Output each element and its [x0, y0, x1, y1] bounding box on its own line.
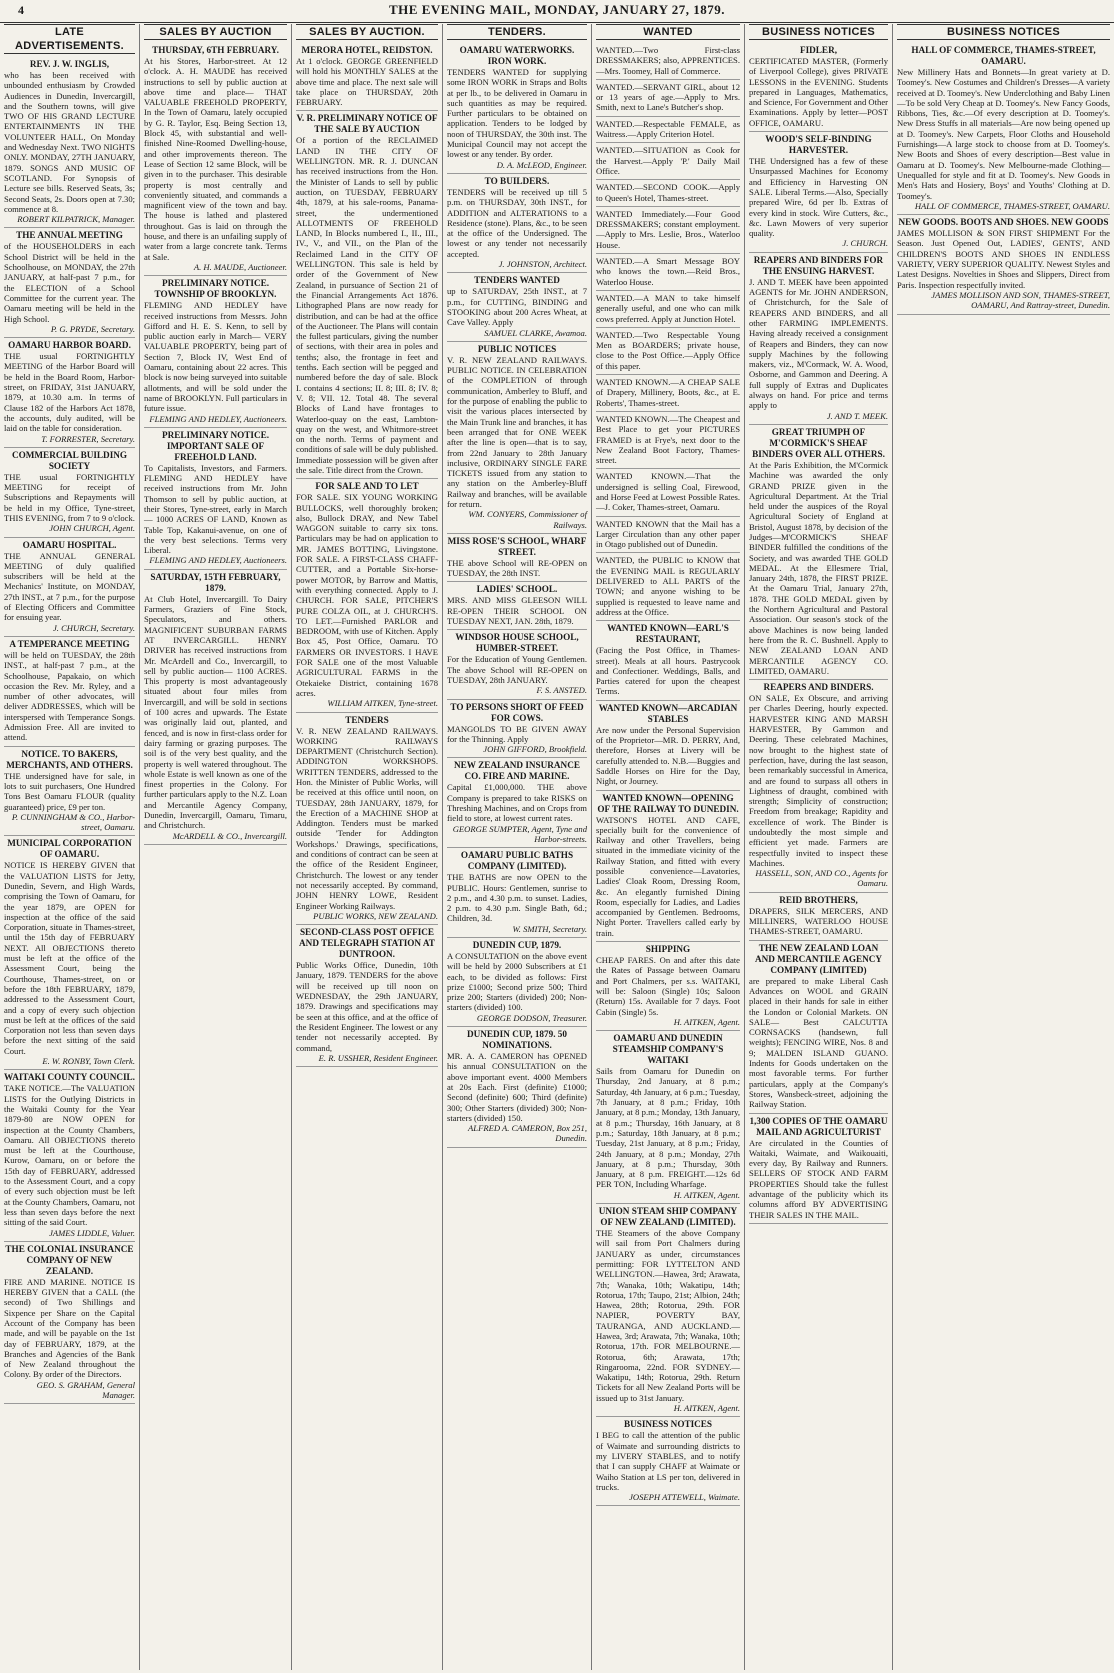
ad-title: NOTICE. TO BAKERS, MERCHANTS, AND OTHERS. [6, 748, 133, 770]
ad-signature: D. A. McLEOD, Engineer. [496, 159, 587, 170]
ad-signature: JAMES MOLLISON AND SON, THAMES-STREET, OAMARU, And Rattray-street, Dunedin. [931, 289, 1110, 311]
ad-body: Sails from Oamaru for Dunedin on Thursday, 2nd January, at 8 p.m.; Saturday, 4th January, at 6 p.m.; Tuesday, 7th January, at 8 p.m.; Friday, 10th January, at 8 p.m.; Monday, 13th January, at 8 p.m.; Thursday, 16th January, at 8 p.m.; Saturday, 18th January, at 8 p.m.; Tuesday, 21st January, at 8 p.m.; Friday, 24th January, at 8 p.m.; Monday, 27th January, at 8 p.m.; Thursday, 30th January, at 8 p.m. FREIGHT.—12s 6d PER TON, Including Wharfage. [596, 1066, 740, 1190]
ad-title: COMMERCIAL BUILDING SOCIETY [11, 449, 128, 471]
ad-title: REID BROTHERS, [779, 894, 858, 905]
ad-body: JAMES MOLLISON & SON FIRST SHIPMENT For the Season. Just Opened Out, LADIES', GENTS', AND CHILDREN'S BOOTS AND SHOES IN ENDLESS VARIETY, VERY SUPERIOR QUALITY. Newest Styles and Latest Designs. Novelties in Shoes and Slippers, Direct from Paris. Inspection respectfully invited. [897, 228, 1110, 290]
advertisement [596, 942, 740, 1031]
ad-body: FLEMING AND HEDLEY have received instructions from Messrs. John Gifford and H. E. S. Kenn, to sell by public auction early in March— VERY VALUABLE PROPERTY, being part of Section 7, Block IV, West End of Oamaru, containing about 22 acres. This block is now being surveyed into suitable allotments, and will be sold under the name of BROOKLYN. Full particulars in future issue. [144, 300, 287, 414]
advertisement [447, 630, 587, 699]
advertisement [749, 43, 888, 132]
advertisement [447, 43, 587, 174]
ad-signature: P. G. PRYDE, Secretary. [50, 323, 135, 334]
ad-signature: JOHN CHURCH, Agent. [49, 523, 135, 534]
ad-body: MANGOLDS TO BE GIVEN AWAY for the Thinning. Apply [447, 723, 587, 744]
ad-body: TENDERS WANTED for supplying some IRON WORK in Straps and Bolts at per lb., to be delivered in Oamaru in such quantities as may be required. Further particulars to be obtained on application. Tenders to be lodged by noon of THURSDAY, the 30th inst. The Municipal Council may not accept the lowest or any tender. By order. [447, 67, 587, 160]
ad-signature: H. AITKEN, Agent. [673, 1016, 740, 1027]
column-5 [592, 24, 745, 1670]
ad-title: MERORA HOTEL, REIDSTON. [301, 45, 433, 55]
ad-signature: J. CHURCH, Secretary. [52, 622, 135, 633]
advertisement [596, 254, 740, 291]
ad-body: THE Steamers of the above Company will sail from Port Chalmers during JANUARY as under, circumstances permitting: FOR LYTTELTON AND WELLINGTON.—Hawea, 3rd; Arawata, 7th; Wanaka, 10th; Wakatipu, 14th; Rotorua, 17th; Taupo, 21st; Albion, 24th; Hawea, 28th; Rotorua, 29th. FOR NAPIER, POVERTY BAY, TAURANGA, AND AUCKLAND.—Hawea, 3rd; Arawata, 7th; Wanaka, 10th; Rotorua, 17th. FOR MELBOURNE.—Rotorua, 6th; Arawata, 17th; Ringarooma, 22nd. FOR SYDNEY.—Wakatipu, 14th; Rotorua, 29th. Return Tickets for all New Zealand Ports will be issued up to 31st January. [596, 1228, 740, 1403]
ad-title: WANTED KNOWN—EARL'S RESTAURANT, [607, 623, 729, 645]
ad-signature: E. R. USSHER, Resident Engineer. [318, 1052, 438, 1063]
ad-signature: J. AND T. MEEK. [826, 410, 888, 421]
advertisement [596, 1417, 740, 1506]
ad-signature: WM. CONYERS, Commissioner of Railways. [468, 509, 587, 530]
ad-body: New Millinery Hats and Bonnets—In great variety at D. Toomey's. New Costumes and Children's Dresses—A variety received at D. Toomey's. New Underclothing and Baby Linen—To be sold Very Cheap at D. Toomey's. New Fancy Goods, Ribbons, Ties, &c.—Of every description at D. Toomey's. New Dress Stuffs in all materials—Are now being opened up at D. Toomey's. New Carpets, Floor Cloths and Household Furnishings—A large stock to choose from at D. Toomey's. New Boots and Shoes of every description—Best value in Oamaru at D. Toomey's. New Melbourne-made Clothing—Unequalled for style and fit at D. Toomey's. New Goods in Men's Hats and Hosiery, Boys' and Youths' Clothing at D. Toomey's. [897, 67, 1110, 201]
ad-title: TENDERS [345, 714, 389, 725]
ad-body: WANTED.—Two First-class DRESSMAKERS; also, APPRENTICES.—Mrs. Toomey, Hall of Commerce. [596, 45, 740, 76]
ad-title: A TEMPERANCE MEETING [9, 638, 130, 649]
ad-signature: ROBERT KILPATRICK, Manager. [17, 214, 135, 225]
ad-signature: FLEMING AND HEDLEY, Auctioneers. [149, 555, 287, 566]
advertisement [596, 375, 740, 412]
ad-title: GREAT TRIUMPH OF M'CORMICK'S SHEAF BINDERS OVER ALL OTHERS. [752, 426, 885, 459]
column-1 [0, 24, 140, 1670]
ad-body: A CONSULTATION on the above event will be held by 2000 Subscribers at £1 each, to be divided as follows: First prize £1000; Second prize 500; Third prize 200; Starters (divided) 200; Non-starters (divided) 100. [447, 951, 587, 1013]
advertisement [4, 228, 135, 338]
advertisement [447, 273, 587, 341]
advertisement [4, 637, 135, 747]
advertisement [596, 621, 740, 700]
advertisement [897, 43, 1110, 215]
ad-title: NEW GOODS. BOOTS AND SHOES. NEW GOODS [898, 217, 1109, 228]
advertisement [447, 700, 587, 759]
ad-body: Public Works Office, Dunedin, 10th January, 1879. TENDERS for the above will be received up till noon on WEDNESDAY, the 29th JANUARY, 1879. Drawings and specifications may be seen at this office, and at the office of the Resident Engineer. The lowest or any tender not necessarily accepted. By command, [296, 960, 438, 1053]
ad-title: WINDSOR HOUSE SCHOOL, HUMBER-STREET. [455, 632, 579, 654]
advertisement [296, 925, 438, 1067]
page-number: 4 [18, 3, 25, 17]
advertisement [596, 207, 740, 254]
column-heading: TENDERS. [447, 24, 587, 40]
advertisement [144, 428, 287, 570]
ad-body: WATSON'S HOTEL AND CAFE, specially built for the convenience of Railway and other Travellers, being situated in the immediate vicinity of the Railway Station, and fitted with every possible convenience—Lavatories, Ladies' Cloak Room, Dressing Room, &c. An elegantly furnished Dining Room, especially for Ladies, and Ladies accompanied by Gentlemen. Bedrooms, Night Porter. Travellers called early by train. [596, 814, 740, 938]
ad-title: MUNICIPAL CORPORATION OF OAMARU. [7, 838, 132, 860]
column-heading: LATE ADVERTISEMENTS. [4, 24, 135, 54]
ad-signature: HALL OF COMMERCE, THAMES-STREET, OAMARU. [914, 200, 1110, 211]
ad-title: WANTED KNOWN—OPENING OF THE RAILWAY TO DUNEDIN. [597, 792, 739, 814]
ad-title: SECOND-CLASS POST OFFICE AND TELEGRAPH STATION AT DUNTROON. [299, 927, 435, 960]
ad-title: THE COLONIAL INSURANCE COMPANY OF NEW ZEALAND. [5, 1243, 134, 1276]
ad-body: THE ANNUAL GENERAL MEETING of duly qualified subscribers will be held at the Mechanics' Institute, on MONDAY, 27th INST., at 7 p.m., for the purpose of Electing Officers and Committee for ensuing year. [4, 550, 135, 623]
ad-body: MR. A. A. CAMERON has OPENED his annual CONSULTATION on the above important event. 4000 Members at 20s Each. First (definite) £1000; Second (definite) 600; Third (definite) 300; Other Starters (divided) 300; Non-starters (divided) 150. [447, 1051, 587, 1123]
advertisement [897, 215, 1110, 314]
ad-body: WANTED KNOWN.—The Cheapest and Best Place to get your PICTURES FRAMED is at Frye's, next door to the New Zealand Boot Factory, Thames-street. [596, 413, 740, 466]
ad-body: CERTIFICATED MASTER, (Formerly of Liverpool College), gives PRIVATE LESSONS in the EVENING. Students prepared in Languages, Mathematics, and Science, For Government and Other Examinations. Apply by letter—POST OFFICE, OAMARU. [749, 56, 888, 128]
ad-body: FOR SALE. SIX YOUNG WORKING BULLOCKS, well thoroughly broken; also, Bullock DRAY, and New Tabel WAGGON suitable to carry six tons. Particulars may be had on application to MR. JAMES BOTTING, Livingstone. FOR SALE. A FIRST-CLASS CHAFF-CUTTER, and a Portable Six-horse-power MOTOR, by Barrow and Mattis, with everything connected. Apply to J. CHURCH. FOR SALE, PITCHER'S PURE COLZA OIL, at J. CHURCH'S. TO LET.—Furnished PARLOR and BEDROOM, with use of Kitchen. Apply Box 45, Post Office, Oamaru. TO FARMERS OR INVESTORS. I HAVE FOR SALE one of the most Valuable AGRICULTURAL FARMS in the Otekaieke District, containing 1678 acres. [296, 492, 438, 698]
advertisement [144, 570, 287, 845]
ad-title: NEW ZEALAND INSURANCE CO. FIRE AND MARINE. [454, 760, 580, 782]
ad-signature: HASSELL, SON, AND CO., Agents for Oamaru. [755, 868, 888, 889]
advertisement [447, 1027, 587, 1148]
advertisement [296, 111, 438, 479]
advertisement [4, 57, 135, 228]
advertisement [4, 338, 135, 448]
ad-title: OAMARU WATERWORKS. IRON WORK. [459, 45, 575, 66]
ad-title: OAMARU AND DUNEDIN STEAMSHIP COMPANY'S WAITAKI [612, 1033, 724, 1066]
ad-signature: JOHN GIFFORD, Brookfield. [483, 744, 587, 755]
column-2 [140, 24, 292, 1670]
ad-body: WANTED.—Respectable FEMALE, as Waitress.—Apply Criterion Hotel. [596, 118, 740, 140]
ad-signature: PUBLIC WORKS, NEW ZEALAND. [313, 910, 438, 921]
ad-body: FIRE AND MARINE. NOTICE IS HEREBY GIVEN that a CALL (the second) of Two Shillings and Sixpence per Share on the Capital Account of the Company has been made, and will be payable on the 1st day of FEBRUARY, 1879, at the Branches and Agencies of the Bank of New Zealand throughout the Colony. By order of the Directors. [4, 1276, 135, 1380]
ad-title: REAPERS AND BINDERS FOR THE ENSUING HARVEST. [753, 254, 884, 276]
ad-title: REAPERS AND BINDERS. [763, 682, 874, 693]
advertisement [749, 941, 888, 1114]
advertisement [447, 174, 587, 273]
ad-signature: JOSEPH ATTEWELL, Waimate. [629, 1492, 740, 1503]
ad-body: WANTED.—SERVANT GIRL, about 12 or 13 years of age.—Apply to Mrs. Smith, next to Lane's Butcher's shop. [596, 81, 740, 113]
advertisement [596, 143, 740, 180]
ad-body: WANTED.—SITUATION as Cook for the Harvest.—Apply 'P.' Daily Mail Office. [596, 145, 740, 176]
advertisement [596, 553, 740, 621]
ad-body: I BEG to call the attention of the public of Waimate and surrounding districts to my LIVERY STABLES, and to notify that I can supply CHAFF at Waimate or Waiho Station at LS per ton, delivered in trucks. [596, 1430, 740, 1492]
advertisement [749, 1114, 888, 1224]
ad-title: SATURDAY, 15TH FEBRUARY, 1879. [150, 571, 281, 593]
ad-body: At the Paris Exhibition, the M'Cormick Machine was awarded the only GRAND PRIZE given in the Agricultural Department. At the Trial held under the auspices of the Royal Agricultural Society of England at Bristol, August 1878, by decision of the Judges—M'CORMICK'S SHEAF BINDER fulfilled the conditions of the Society, and was awarded THE GOLD MEDAL. At the Ellesmere Trial, January 24th, 1878, the FIRST PRIZE. At the Oamaru Trial, January 27th, 1878. THE GOLD MEDAL given by the Northern Agricultural and Pastoral Association. Our season's stock of the above Machines is now being landed here from the R. C. Bushnell. Apply to NEW ZEALAND LOAN AND MERCANTILE AGENCY CO. LIMITED, OAMARU. [749, 459, 888, 676]
ad-title: DUNEDIN CUP, 1879. [472, 940, 562, 950]
ad-body: WANTED.—SECOND COOK.—Apply to Queen's Hotel, Thames-street. [596, 182, 740, 203]
ad-body: THE above School will RE-OPEN on TUESDAY, the 28th INST. [447, 557, 587, 579]
ad-title: SHIPPING [645, 944, 691, 955]
advertisement [596, 791, 740, 943]
ad-body: To Capitalists, Investors, and Farmers. FLEMING AND HEDLEY have received instructions from Mr. John Thomson to sell by public auction, at their Stores, Tyne-street, early in March— 1000 ACRES OF LAND, Known as Table Top, Kakanui-avenue, on one of the very best selections. Terms very Liberal. [144, 462, 287, 556]
ad-signature: F. S. ANSTED. [536, 685, 587, 696]
ad-signature: JAMES LIDDLE, Valuer. [49, 1227, 135, 1238]
advertisement [749, 893, 888, 941]
ad-body: TAKE NOTICE.—The VALUATION LISTS for the Outlying Districts in the Waitaki County for the Year 1879-80 are NOW OPEN for inspection at the County Chambers, Oamaru. All OBJECTIONS thereto must be left at the Courthouse, Kurow, Oamaru, on or before the 15th day of FEBRUARY, addressed to the Assessment Court, and a copy of every such objection must be left at the County Chambers, Oamaru, not less than seven days before the next sitting of the said Court. [4, 1083, 135, 1228]
advertisement [4, 448, 135, 538]
advertisement [596, 1031, 740, 1204]
advertisement [596, 291, 740, 328]
ad-body: WANTED KNOWN.—That the undersigned is selling Coal, Firewood, and Horse Feed at Lowest Possible Rates.—J. Coker, Thames-street, Oamaru. [596, 471, 740, 513]
advertisement [4, 1242, 135, 1405]
advertisement [296, 479, 438, 712]
ad-body: Are now under the Personal Supervision of the Proprietor—MR. D. PERRY, And, therefore, Horses at Livery will be carefully attended to. N.B.—Buggies and Saddle Horses on Hire for the Day, Night, or Journey. [596, 724, 740, 787]
ad-title: THE ANNUAL MEETING [16, 230, 123, 241]
ad-title: OAMARU PUBLIC BATHS COMPANY (LIMITED). [460, 850, 574, 872]
advertisement [596, 1204, 740, 1417]
ad-body: MRS. AND MISS GLEESON WILL RE-OPEN THEIR SCHOOL ON TUESDAY NEXT, JAN. 28th, 1879. [447, 595, 587, 627]
ad-signature: P. CUNNINGHAM & CO., Harbor-street, Oamaru. [11, 811, 135, 833]
advertisement [596, 80, 740, 117]
column-7 [893, 24, 1114, 1670]
ad-body: V. R. NEW ZEALAND RAILWAYS. PUBLIC NOTICE. IN CELEBRATION of the COMPLETION of through communication, Amberley to Bluff, and for the purpose of enabling the public to visit the various places intersected by the Main Trunk line and branches, it has been arranged that for ONE WEEK after the line is open—that is to say, from 22nd January to 28th January inclusive, ORDINARY SINGLE FARE TICKETS issued from any station to any station on the Amberley-Bluff Railway and branches, will be available for return. [447, 354, 587, 509]
ad-signature: H. AITKEN, Agent. [673, 1189, 740, 1200]
ad-signature: A. H. MAUDE, Auctioneer. [193, 261, 287, 272]
advertisement [4, 747, 135, 837]
advertisement [596, 117, 740, 144]
ad-title: HALL OF COMMERCE, THAMES-STREET, OAMARU. [911, 45, 1096, 66]
advertisement [447, 758, 587, 848]
advertisement [749, 680, 888, 893]
advertisement [447, 582, 587, 630]
ad-body: NOTICE IS HEREBY GIVEN that the VALUATION LISTS for Jetty, Dunedin, Severn, and High Wards, comprising the Town of Oamaru, for the year 1879, are OPEN for inspection at the office of the said Corporation, situate in Thames-street, until the 15th day of FEBRUARY NEXT. All OBJECTIONS thereto must be left at the office of the Assessment Court, being the Courthouse, Thames-street, on or before the 18th FEBRUARY, 1879, addressed to the Assessment Court, and a copy of every such objection must be left at the offices of the said Corporation not less than seven days before the next sitting of the said Court. [4, 860, 135, 1056]
advertisement [296, 713, 438, 926]
ad-title: PRELIMINARY NOTICE. IMPORTANT SALE OF FREEHOLD LAND. [161, 429, 270, 462]
ad-body: THE BATHS are now OPEN to the PUBLIC. Hours: Gentlemen, sunrise to 2 p.m., and 4.30 p.m. to sunset. Ladies, 2 p.m. to 4.30 p.m. Single Bath, 6d.; Children, 3d. [447, 872, 587, 924]
ad-signature: T. FORRESTER, Secretary. [41, 433, 135, 444]
ad-title: V. R. PRELIMINARY NOTICE OF THE SALE BY AUCTION [296, 113, 438, 135]
ad-signature: ALFRED A. CAMERON, Box 251, Dunedin. [468, 1123, 587, 1144]
ad-title: 1,300 COPIES OF THE OAMARU MAIL AND AGRICULTURIST [749, 1115, 888, 1137]
ad-title: FOR SALE AND TO LET [315, 481, 419, 492]
ad-body: WANTED, the PUBLIC to KNOW that the EVENING MAIL is REGULARLY DELIVERED to ALL PARTS of the TOWN; and anyone wishing to be supplied is requested to leave name and address at the Office. [596, 555, 740, 617]
advertisement [596, 328, 740, 375]
ad-title: UNION STEAM SHIP COMPANY OF NEW ZEALAND (LIMITED). [598, 1206, 738, 1228]
ad-signature: J. JOHNSTON, Architect. [498, 259, 587, 270]
column-heading: SALES BY AUCTION. [296, 24, 438, 40]
ad-title: FIDLER, [799, 45, 837, 55]
ad-body: At Club Hotel, Invercargill. To Dairy Farmers, Graziers of Fine Stock, Speculators, and others. MAGNIFICENT SUBURBAN FARMS AT INVERCARGILL. HENRY DRIVER has received instructions from Mr. McArdell and Co., Invercargill, to sell by public auction— 1100 ACRES. This property is most advantageously situated about four miles from Invercargill, and will be sold in sections of 100 acres and upwards. The Estate was originally laid out, planted, and fenced, and is now in first-class order for dairy farming or grazing purposes. The soil is of the very best quality, and the property is well watered throughout. The whole Estate is well known as one of the finest properties in the Colony. For further particulars apply to the N.Z. Loan and Mercantile Agency Company, Dunedin, Invercargill, Oamaru, Timaru, and Christchurch. [144, 593, 287, 831]
column-heading: BUSINESS NOTICES [749, 24, 888, 40]
ad-title: REV. J. W. INGLIS, [29, 59, 110, 69]
advertisement [596, 412, 740, 469]
ad-title: LADIES' SCHOOL. [476, 584, 558, 595]
ad-body: CHEAP FARES. On and after this date the Rates of Passage between Oamaru and Port Chalmers, per s.s. WAITAKI, will be: Saloon (Single) 10s; Saloon (Return) 15s. Available for 7 days. Foot Cabin (Single) 5s. [596, 955, 740, 1017]
ad-signature: SAMUEL CLARKE, Awamoa. [484, 327, 587, 338]
ad-body: are prepared to make Liberal Cash Advances on WOOL and GRAIN placed in their hands for sale in either the London or Colonial Markets. ON SALE— Best CALCUTTA CORNSACKS (handsewn, full weights); FENCING WIRE, Nos. 8 and 9; MALDEN ISLAND GUANO. Indents for Goods undertaken on the most favorable terms. For further particulars, apply at the Company's Stores, Wansbeck-street, adjoining the Railway Station. [749, 975, 888, 1110]
ad-body: up to SATURDAY, 25th INST., at 7 p.m., for CUTTING, BINDING and STOOKING about 200 Acres Wheat, at Cave Valley. Apply [447, 286, 587, 328]
ad-title: THE NEW ZEALAND LOAN AND MERCANTILE AGENCY COMPANY (LIMITED) [754, 942, 883, 975]
ad-title: TO PERSONS SHORT OF FEED FOR COWS. [450, 701, 584, 723]
ad-title: WANTED KNOWN—ARCADIAN STABLES [598, 702, 738, 724]
ad-body: At his Stores, Harbor-street. At 12 o'clock. A. H. MAUDE has received instructions to sell by public auction at above time and place— THAT VALUABLE FREEHOLD PROPERTY, In the Town of Oamaru, lately occupied by G. R. Taylor, Esq. Being Section 13, Block 45, with substantial and well-finished Nine-Roomed Dwelling-house, and other improvements thereon. The Lease of Section 12 same Block, will be given in to the purchaser. This desirable property is most centrally and conveniently situated, and commands a magnificent view of the town and bay. The house is lathed and plastered throughout. Gas is laid on through the house, and there is an unfailing supply of water from a large concrete tank. Terms at Sale. [144, 56, 287, 262]
advertisement [144, 276, 287, 428]
ad-body: WANTED KNOWN that the Mail has a Larger Circulation than any other paper in Otago published out of Dunedin. [596, 518, 740, 550]
ad-body: who has been received with unbounded enthusiasm by Crowded Audiences in Dunedin, Invercargill, and the Southern towns, will give TWO OF HIS GRAND LECTURE ENTERTAINMENTS IN THE VOLUNTEER HALL, On Monday and Wednesday Next. TWO NIGHTS ONLY. MONDAY, 27TH JANUARY, 1879. SONGS AND MUSIC OF SCOTLAND. For Synopsis of Lecture see bills. Reserved Seats, 3s; Second Seats, 2s. Doors open at 7.30; commence at 8. [4, 70, 135, 214]
ad-signature: W. SMITH, Secretary. [512, 923, 587, 934]
ad-body: (Facing the Post Office, in Thames-street). Meals at all hours. Pastrycook and Confectioner. Weddings, Balls, and Parties catered for upon the cheapest Terms. [596, 645, 740, 697]
advertisement [296, 43, 438, 111]
advertisement [596, 701, 740, 791]
ad-signature: GEORGE SUMPTER, Agent, Tyne and Harbor-streets. [452, 823, 587, 844]
column-heading: WANTED [596, 24, 740, 40]
ad-body: V. R. NEW ZEALAND RAILWAYS. WORKING RAILWAYS DEPARTMENT (Christchurch Section). ADDINGTON WORKSHOPS. WRITTEN TENDERS, addressed to the Hon. the Minister of Public Works, will be received at this office until noon, on TUESDAY, 28th JANUARY, 1879, for the Erection of a MACHINE SHOP at Addington. Tenders must be marked outside 'Tender for Addington Workshops.' Drawings, specifications, and conditions of contract can be seen at the office of the Resident Engineer, Christchurch. The lowest or any tender not necessarily accepted. By command, JOHN HENRY LOWE, Resident Engineer Working Railways. [296, 725, 438, 911]
ad-title: WOOD'S SELF-BINDING HARVESTER. [765, 134, 872, 156]
ad-title: MISS ROSE'S SCHOOL, WHARF STREET. [447, 535, 587, 557]
advertisement [447, 534, 587, 583]
ad-body: THE usual FORTNIGHTLY MEETING of the Harbor Board will be held in the Board Room, Harbor-street, on FRIDAY, 31st JANUARY, 1879, at 10.30 a.m. In terms of Clause 182 of the Harbors Act 1878, the accounts, duly audited, will be laid on the table for consideration. [4, 351, 135, 434]
ad-signature: J. CHURCH. [842, 238, 888, 249]
advertisement [447, 848, 587, 938]
advertisement [749, 253, 888, 425]
ad-body: THE undersigned have for sale, in lots to suit purchasers, One Hundred Tons Best Oamaru FLOUR (quality guaranteed) price, £9 per ton. [4, 770, 135, 812]
advertisement [596, 469, 740, 516]
ad-signature: GEO. S. GRAHAM, General Manager. [36, 1379, 135, 1401]
ad-body: Capital £1,000,000. THE above Company is prepared to take RISKS on Threshing Machines, and on Crops from field to store, at lowest current rates. [447, 782, 587, 824]
ad-body: THE usual FORTNIGHTLY MEETING for receipt of Subscriptions and Repayments will be held in my Office, Tyne-street, THIS EVENING, from 7 to 9 o'clock. [4, 471, 135, 523]
ad-title: THURSDAY, 6TH FEBRUARY. [152, 45, 279, 55]
columns-container [0, 24, 1114, 1670]
ad-title: WAITAKI COUNTY COUNCIL. [4, 1072, 135, 1083]
ad-title: TENDERS WANTED [474, 275, 560, 286]
ad-title: DUNEDIN CUP, 1879. 50 NOMINATIONS. [467, 1029, 567, 1051]
ad-title: OAMARU HARBOR BOARD. [8, 340, 131, 351]
ad-body: THE Undersigned has a few of these Unsurpassed Machines for Economy and Efficiency in Harvesting ON SALE. Liberal Terms.—Also, Specially prepared Wire, 6d per lb. Extras of every kind in stock. Wire Cutters, &c., &c. Lawn Mowers of very superior quality. [749, 156, 888, 239]
ad-title: PUBLIC NOTICES [477, 343, 557, 354]
ad-body: will be held on TUESDAY, the 28th INST., at half-past 7 p.m., at the Schoolhouse, Papakaio, on which occasion the Rev. Mr. Ryley, and a number of other advocates, will deliver ADDRESSES, which will be interspersed with Temperance Songs. Admission Free. All are invited to attend. [4, 649, 135, 743]
advertisement [749, 425, 888, 680]
advertisement [447, 342, 587, 534]
column-3 [292, 24, 443, 1670]
advertisement [4, 1070, 135, 1241]
ad-title: TO BUILDERS. [484, 175, 550, 186]
ad-title: BUSINESS NOTICES [623, 1419, 713, 1430]
ad-body: of the HOUSEHOLDERS in each School District will be held in the Schoolhouse, on MONDAY, the 27th JANUARY, at half-past 7 p.m., for the ELECTION of a School Committee for the current year. The Oamaru meeting will be held in the High School. [4, 241, 135, 324]
ad-body: J. AND T. MEEK have been appointed AGENTS for Mr. JOHN ANDERSON, of Christchurch, for the Sale of REAPERS AND BINDERS, and all other FARMING IMPLEMENTS. Having already received a consignment of Reapers and Binders, they can now supply Machines by the following makers, viz., M'Cormack, W. A. Wood, Osborne, and Gammon and Deering. A full supply of Extras and Duplicates always on hand. For price and terms apply to [749, 276, 888, 411]
advertisement [596, 43, 740, 80]
ad-body: WANTED.—Two Respectable Young Men as BOARDERS; private house, close to the Post Office.—Apply Office of this paper. [596, 329, 740, 371]
ad-body: TENDERS will be received up till 5 p.m. on THURSDAY, 30th INST., for ADDITION and ALTERATIONS to a Residence (stone). Plans, &c., to be seen at the office of the Undersigned. The lowest or any tender not necessarily accepted. [447, 186, 587, 259]
ad-body: Are circulated in the Counties of Waitaki, Waimate, and Waikouaiti, every day, By Railway and Runners. SELLERS OF STOCK AND FARM PROPERTIES Should take the fullest advantage of the publicity which its columns afford BY ADVERTISING THEIR SALES IN THE MAIL. [749, 1137, 888, 1220]
ad-signature: H. AITKEN, Agent. [673, 1403, 740, 1414]
ad-signature: FLEMING AND HEDLEY, Auctioneers. [149, 413, 287, 424]
masthead-title: THE EVENING MAIL, MONDAY, JANUARY 27, 1879. [389, 2, 725, 17]
ad-body: WANTED KNOWN.—A CHEAP SALE of Drapery, Millinery, Boots, &c., at E. Roberts', Thames-street. [596, 377, 740, 408]
advertisement [596, 180, 740, 207]
ad-body: Of a portion of the RECLAIMED LAND IN THE CITY OF WELLINGTON. MR. R. J. DUNCAN has received instructions from the Hon. the Minister of Lands to sell by public auction, on TUESDAY, FEBRUARY 4th, 1879, at his sale-rooms, Panama-street, the undermentioned ALLOTMENTS OF FREEHOLD LAND, In Blocks numbered I., II., III., IV., V., and VII., on the Plan of the Reclaimed Land in the CITY OF WELLINGTON. This sale is held by order of the Government of New Zealand, in pursuance of Section 21 of the Financial Arrangements Act 1876. Lithographed Plans are now ready for distribution, and can be had at the office of the Auctioneer. The Plans will contain the fullest particulars, giving the number of sections, with their area in poles and tenths; also, the frontage in feet and tenths. Each section will be pegged and numbered before the day of sale. Block I. contains 4 sections; II. 8; III. 8; IV. 8; V. 8; VII. 12. Total 48. The several Blocks of Land have frontages to Waterloo-quay on the east, Lambton-quay on the west, and Whitmore-street on the north. Terms of payment and conditions of sale will be duly published. Immediate possession will be given after the sale. Title direct from the Crown. [296, 135, 438, 475]
ad-title: PRELIMINARY NOTICE. TOWNSHIP OF BROOKLYN. [154, 278, 277, 300]
advertisement [4, 836, 135, 1070]
ad-signature: McARDELL & CO., Invercargill. [172, 830, 287, 841]
advertisement [4, 538, 135, 637]
ad-body: WANTED Immediately.—Four Good DRESSMAKERS; constant employment.—Apply to Mrs. Leslie, Bros., Waterloo House. [596, 208, 740, 250]
ad-body: For the Education of Young Gentlemen. The above School will RE-OPEN on TUESDAY, 28th JANUARY. [447, 654, 587, 685]
advertisement [596, 517, 740, 554]
column-6 [745, 24, 893, 1670]
advertisement [144, 43, 287, 276]
ad-body: At 1 o'clock. GEORGE GREENFIELD will hold his MONTHLY SALES at the above time and place. The next sale will take place on THURSDAY, 20th FEBRUARY. [296, 56, 438, 108]
ad-body: ON SALE, Ex Obscure, and arriving per Charles Deering, hourly expected. HARVESTER KING AND MARSH HARVESTER, By Gammon and Deering. These celebrated Machines, now brought to the highest state of perfection, have, during the last season, been remarkably successful in America, and are found to surpass all others in Lightness of draught, combined with strength; Simplicity of construction; Freedom from breakage; Rapidity and excellence of work. The Binder is undoubtedly the most simple and efficient yet made. Farmers are respectfully invited to inspect these Machines. [749, 693, 888, 868]
advertisement [447, 938, 587, 1027]
ad-signature: GEORGE DODSON, Treasurer. [476, 1012, 587, 1023]
ad-signature: WILLIAM AITKEN, Tyne-street. [327, 698, 438, 709]
ad-body: WANTED.—A Smart Message BOY who knows the town.—Reid Bros., Waterloo House. [596, 256, 740, 287]
column-heading: SALES BY AUCTION [144, 24, 287, 40]
ad-body: DRAPERS, SILK MERCERS, AND MILLINERS, WATERLOO HOUSE THAMES-STREET, OAMARU. [749, 905, 888, 937]
column-heading: BUSINESS NOTICES [897, 24, 1110, 40]
masthead [0, 0, 1114, 23]
ad-signature: E. W. RONBY, Town Clerk. [42, 1056, 135, 1067]
column-4 [443, 24, 592, 1670]
ad-title: OAMARU HOSPITAL. [22, 539, 117, 550]
advertisement [749, 132, 888, 253]
ad-body: WANTED.—A MAN to take himself generally useful, and one who can milk cows preferred. Apply at Junction Hotel. [596, 292, 740, 324]
